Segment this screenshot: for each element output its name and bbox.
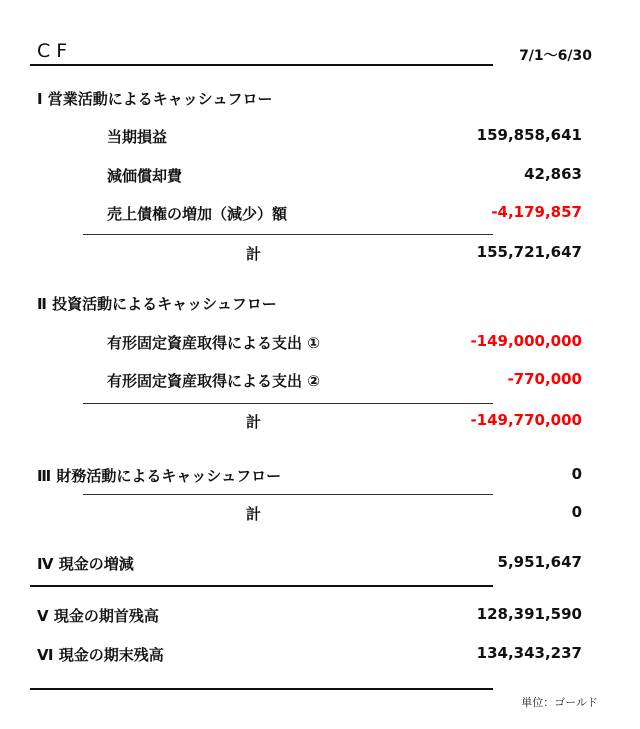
section-value: 0 xyxy=(571,465,582,483)
item-label: 当期損益 xyxy=(107,128,168,146)
item-label: 有形固定資産取得による支出 ② xyxy=(107,372,320,390)
table-row xyxy=(0,370,640,392)
section-heading: Ⅲ 財務活動によるキャッシュフロー xyxy=(37,467,282,485)
item-value: 42,863 xyxy=(524,165,582,183)
net-change-row xyxy=(0,553,640,575)
closing-balance-value: 134,343,237 xyxy=(476,644,582,662)
financing-heading-row xyxy=(0,465,640,487)
subtotal-row xyxy=(0,503,640,525)
section-heading: Ⅱ 投資活動によるキャッシュフロー xyxy=(37,295,277,313)
opening-balance-row xyxy=(0,605,640,627)
item-value: -4,179,857 xyxy=(491,203,582,221)
net-change-label: Ⅳ 現金の増減 xyxy=(37,555,134,573)
section-heading: Ⅰ 営業活動によるキャッシュフロー xyxy=(37,90,273,108)
item-value: -770,000 xyxy=(507,370,582,388)
table-row xyxy=(0,126,640,148)
subtotal-label: 計 xyxy=(246,505,262,523)
subtotal-value: -149,770,000 xyxy=(470,411,582,429)
subtotal-divider xyxy=(83,234,493,235)
unit-note: 単位：ゴールド xyxy=(521,696,598,709)
subtotal-row xyxy=(0,411,640,433)
net-change-value: 5,951,647 xyxy=(497,553,582,571)
item-value: -149,000,000 xyxy=(470,332,582,350)
opening-balance-label: Ⅴ 現金の期首残高 xyxy=(37,607,159,625)
operating-heading-row xyxy=(0,88,640,110)
closing-balance-label: Ⅵ 現金の期末残高 xyxy=(37,646,164,664)
item-value: 159,858,641 xyxy=(476,126,582,144)
table-row xyxy=(0,203,640,225)
subtotal-row xyxy=(0,243,640,265)
item-label: 有形固定資産取得による支出 ① xyxy=(107,334,320,352)
subtotal-divider xyxy=(83,494,493,495)
table-row xyxy=(0,332,640,354)
section-divider xyxy=(30,585,493,587)
page-title: CF xyxy=(37,40,74,62)
subtotal-value: 155,721,647 xyxy=(476,243,582,261)
closing-balance-row xyxy=(0,644,640,666)
header-divider xyxy=(30,64,493,66)
footer-divider xyxy=(30,688,493,690)
subtotal-label: 計 xyxy=(246,245,262,263)
period-range: 7/1～6/30 xyxy=(519,48,592,64)
item-label: 売上債権の増加（減少）額 xyxy=(107,205,288,223)
investing-heading-row xyxy=(0,293,640,315)
opening-balance-value: 128,391,590 xyxy=(476,605,582,623)
item-label: 減価償却費 xyxy=(107,167,183,185)
subtotal-label: 計 xyxy=(246,413,262,431)
table-row xyxy=(0,165,640,187)
subtotal-divider xyxy=(83,403,493,404)
subtotal-value: 0 xyxy=(571,503,582,521)
